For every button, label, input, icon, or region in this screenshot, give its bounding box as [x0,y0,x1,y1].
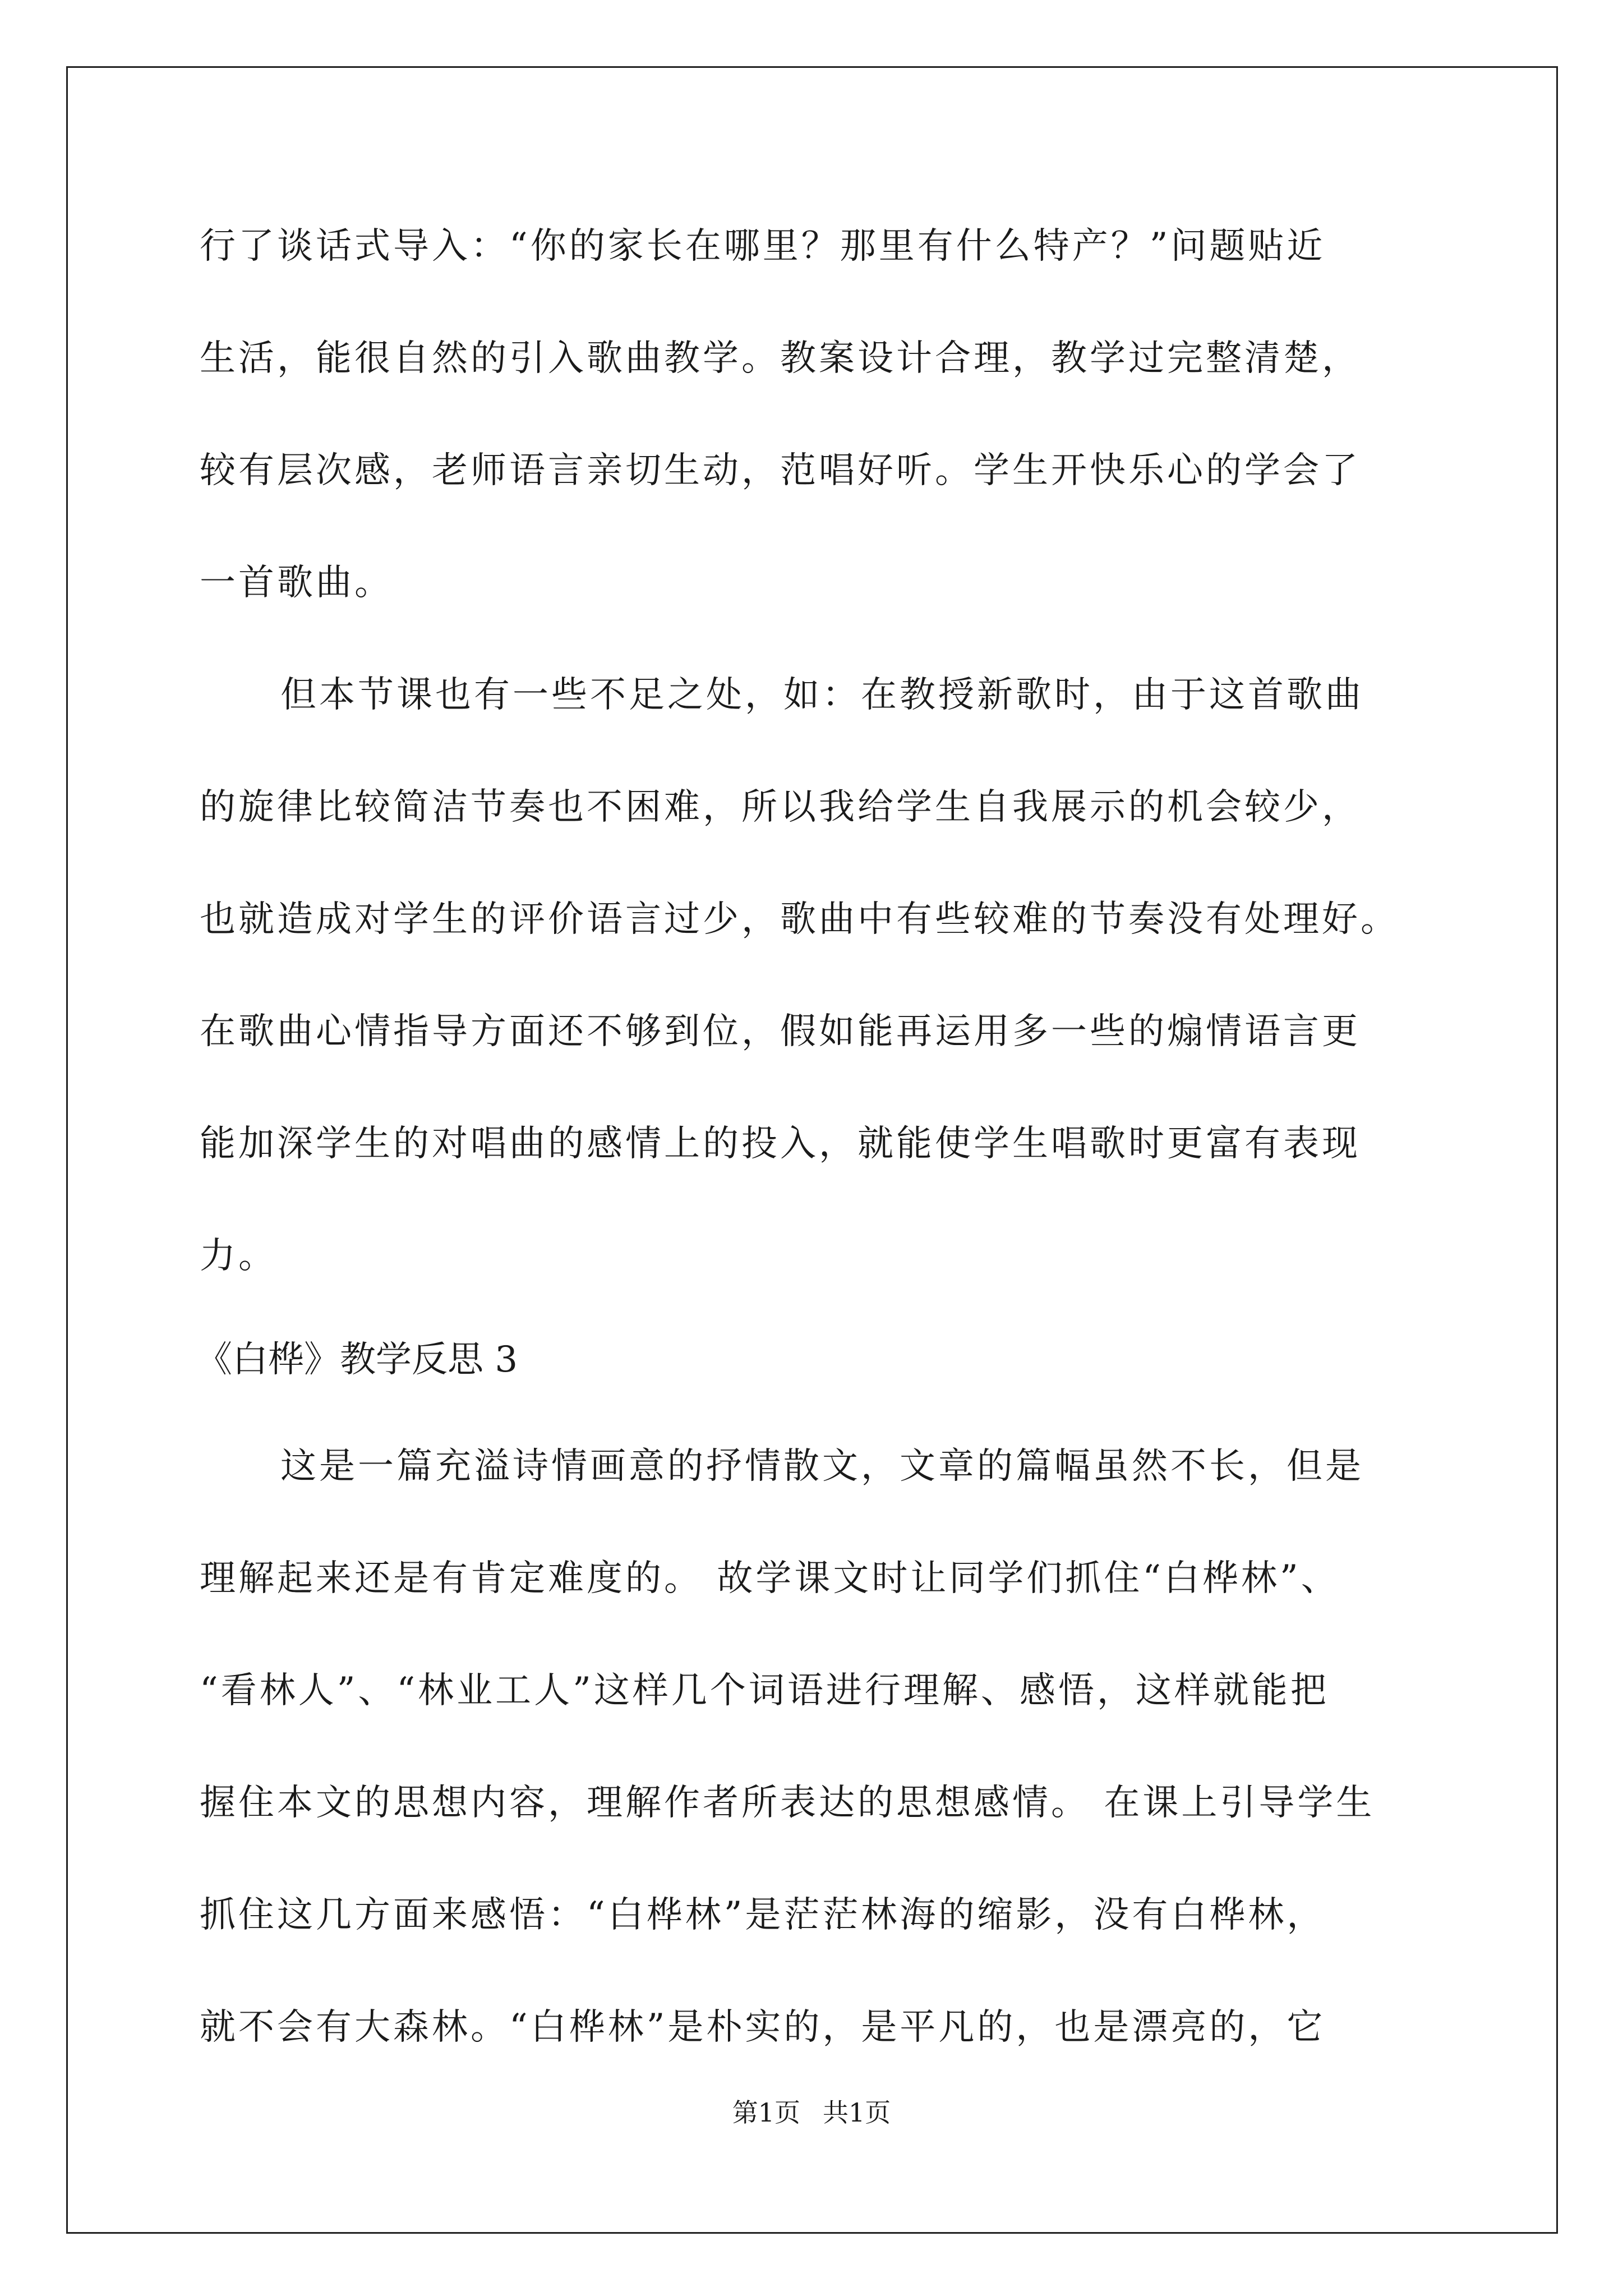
paragraph-3-line-2: 理解起来还是有肯定难度的。 故学课文时让同学们抓住“白桦林”、 [200,1558,1340,1599]
paragraph-3-line-1: 这是一篇充溢诗情画意的抒情散文，文章的篇幅虽然不长，但是 [280,1446,1364,1487]
paragraph-1-line-2: 生活，能很自然的引入歌曲教学。教案设计合理，教学过完整清楚， [200,338,1361,379]
page-number-current: 第1页 [732,2097,800,2128]
section-heading: 《白桦》教学反思 3 [196,1339,518,1381]
paragraph-1-line-3: 较有层次感，老师语言亲切生动，范唱好听。学生开快乐心的学会了 [200,450,1361,491]
paragraph-2-line-3: 也就造成对学生的评价语言过少，歌曲中有些较难的节奏没有处理好。 [200,899,1399,940]
paragraph-1-line-1: 行了谈话式导入：“你的家长在哪里？那里有什么特产？”问题贴近 [200,226,1326,267]
paragraph-2-line-4: 在歌曲心情指导方面还不够到位，假如能再运用多一些的煽情语言更 [200,1011,1361,1052]
paragraph-3-line-5: 抓住这几方面来感悟：“白桦林”是茫茫林海的缩影，没有白桦林， [200,1894,1326,1936]
paragraph-3-line-4: 握住本文的思想内容，理解作者所表达的思想感情。 在课上引导学生 [200,1782,1375,1824]
paragraph-2-line-1: 但本节课也有一些不足之处，如：在教授新歌时，由于这首歌曲 [280,674,1364,716]
paragraph-1-line-4: 一首歌曲。 [200,562,393,604]
page-footer [0,2098,1623,2127]
page-number-total: 共1页 [823,2097,891,2128]
paragraph-2-line-5: 能加深学生的对唱曲的感情上的投入，就能使学生唱歌时更富有表现 [200,1123,1361,1165]
paragraph-3-line-6: 就不会有大森林。“白桦林”是朴实的，是平凡的，也是漂亮的，它 [200,2007,1326,2048]
paragraph-2-line-6: 力。 [200,1235,277,1277]
paragraph-3-line-3: “看林人”、“林业工人”这样几个词语进行理解、感悟，这样就能把 [200,1670,1329,1711]
paragraph-2-line-2: 的旋律比较简洁节奏也不困难，所以我给学生自我展示的机会较少， [200,786,1361,828]
